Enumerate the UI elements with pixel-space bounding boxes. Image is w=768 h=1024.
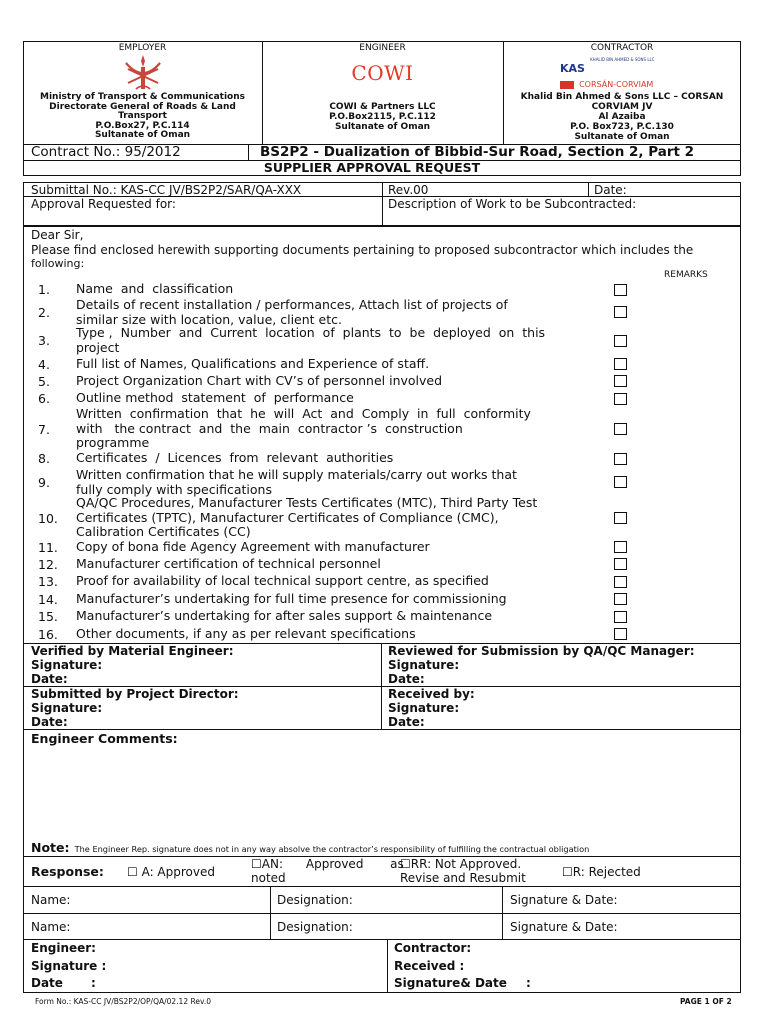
- remarks-checkbox[interactable]: [614, 358, 627, 370]
- engineer-comments-label: Engineer Comments:: [31, 731, 178, 746]
- remarks-checkbox[interactable]: [614, 423, 627, 435]
- signature-date-label: Signature & Date:: [510, 920, 618, 934]
- item-text-line: Certificates / Licences from relevant authorities: [76, 450, 394, 465]
- item-number: 14.: [38, 592, 58, 607]
- item-text: [76, 609, 556, 624]
- item-text: [76, 627, 556, 642]
- item-text-line: Manufacturer’s undertaking for full time presence for commissioning: [76, 591, 507, 606]
- submittal-date: Date:: [594, 183, 627, 197]
- submittal-vline-1: [382, 182, 383, 226]
- name-col-divider-2: [502, 886, 503, 940]
- cowi-logo: COWI: [351, 61, 414, 85]
- item-text-line: Project Organization Chart with CV’s of personnel involved: [76, 373, 443, 388]
- item-text-line: Calibration Certificates (CC): [76, 524, 251, 539]
- signature-label: Signature:: [31, 658, 103, 672]
- item-text: [76, 407, 556, 451]
- contractor-address: [503, 92, 741, 142]
- item-text-line: Manufacturer’s undertaking for after sales support & maintenance: [76, 608, 493, 623]
- salutation: Dear Sir,: [31, 228, 84, 242]
- response-an-line-2: noted: [251, 871, 286, 885]
- revision: Rev.00: [388, 183, 429, 197]
- response-rr-line-1: ☐RR: Not Approved.: [400, 857, 522, 871]
- item-number: 16.: [38, 627, 58, 642]
- contractor-label: CONTRACTOR: [590, 43, 654, 53]
- contractor-line: Sultanate of Oman: [574, 132, 670, 142]
- kas-logo-sub: KHALID BIN AHMED & SONS LLC: [590, 57, 655, 62]
- note-text: The Engineer Rep. signature does not in any way absolve the contractor’s responsibility of fulfilling the contractual obligation: [74, 844, 590, 854]
- date-label: Date:: [31, 672, 68, 686]
- employer-line: Directorate General of Roads & Land: [49, 101, 236, 112]
- remarks-checkbox[interactable]: [614, 375, 627, 387]
- project-title: BS2P2 - Dualization of Bibbid-Sur Road, Section 2, Part 2: [260, 144, 695, 160]
- work-description: Description of Work to be Subcontracted:: [388, 197, 637, 211]
- submittal-number: Submittal No.: KAS-CC JV/BS2P2/SAR/QA-XXX: [31, 183, 302, 197]
- item-text-line: programme: [76, 435, 150, 450]
- item-number: 8.: [38, 451, 50, 466]
- signature-label: Signature:: [388, 701, 460, 715]
- employer-line: P.O.Box27, P.C.114: [95, 120, 190, 131]
- response-approved-as-noted[interactable]: [251, 857, 404, 885]
- engineer-line: Sultanate of Oman: [334, 122, 431, 132]
- item-text: [76, 298, 556, 327]
- engineer-line: P.O.Box2115, P.C.112: [329, 112, 436, 122]
- remarks-checkbox[interactable]: [614, 512, 627, 524]
- item-number: 5.: [38, 374, 50, 389]
- remarks-checkbox[interactable]: [614, 611, 627, 623]
- item-text: [76, 357, 556, 372]
- remarks-checkbox[interactable]: [614, 628, 627, 640]
- submitted-by-block: [31, 687, 239, 729]
- employer-address: [23, 93, 262, 141]
- reviewed-by-block: [388, 644, 695, 686]
- verified-by-label: Verified by Material Engineer:: [31, 644, 234, 658]
- item-number: 6.: [38, 391, 50, 406]
- form-title: SUPPLIER APPROVAL REQUEST: [263, 160, 481, 175]
- response-not-approved[interactable]: [400, 857, 526, 885]
- item-text: [76, 451, 556, 466]
- response-an-line-1: ☐AN: Approved as: [251, 857, 404, 871]
- response-rejected[interactable]: ☐R: Rejected: [562, 865, 641, 879]
- item-text: [76, 374, 556, 389]
- final-date-label: Date: [31, 976, 63, 990]
- signature-divider-2: [381, 686, 382, 730]
- item-number: 12.: [38, 557, 58, 572]
- final-signoff: [23, 939, 741, 993]
- engineer-address: [262, 102, 503, 132]
- item-text-line: Manufacturer certification of technical personnel: [76, 556, 381, 571]
- signature-label: Signature:: [388, 658, 460, 672]
- kas-logo: [560, 57, 700, 75]
- name-label: Name:: [31, 920, 71, 934]
- response-rr-line-2: Revise and Resubmit: [400, 871, 526, 885]
- item-number: 7.: [38, 421, 50, 437]
- employer-line: Ministry of Transport & Communications: [40, 92, 245, 102]
- item-text-line: Name and classification: [76, 281, 234, 296]
- submittal-vline-2: [588, 182, 589, 196]
- item-text: [76, 326, 556, 355]
- final-date-row: [31, 975, 111, 993]
- item-number: 1.: [38, 282, 50, 297]
- verified-by-block: [31, 644, 234, 686]
- note-label: Note:: [31, 840, 70, 855]
- item-text-line: Written confirmation that he will supply materials/carry out works that: [76, 467, 517, 482]
- contractor-line: CORVIAM JV: [591, 102, 653, 112]
- letter-body-line-2: following:: [31, 257, 85, 270]
- item-number: 15.: [38, 609, 58, 624]
- employer-line: Sultanate of Oman: [94, 130, 191, 141]
- remarks-checkbox[interactable]: [614, 576, 627, 588]
- approval-requested: Approval Requested for:: [31, 197, 176, 211]
- item-text-line: Proof for availability of local technical support centre, as specified: [76, 573, 489, 588]
- item-text-line: Certificates (TPTC), Manufacturer Certificates of Compliance (CMC),: [76, 509, 499, 525]
- item-text-line: with the contract and the main contractor ’s construction: [76, 420, 463, 436]
- remarks-header: REMARKS: [664, 270, 708, 280]
- item-number: 9.: [38, 475, 50, 491]
- remarks-checkbox[interactable]: [614, 558, 627, 570]
- contractor-signoff: [394, 940, 544, 993]
- received-by-label: Received by:: [388, 687, 475, 701]
- designation-label: Designation:: [277, 893, 353, 907]
- engineer-signoff: [31, 940, 111, 993]
- name-col-divider-1: [270, 886, 271, 940]
- signature-date-label: Signature & Date:: [510, 893, 618, 907]
- item-number: 13.: [38, 574, 58, 589]
- signature-divider-1: [381, 643, 382, 687]
- name-row-divider: [23, 913, 741, 914]
- engineer-label: ENGINEER: [359, 43, 406, 53]
- final-engineer-label: Engineer:: [31, 941, 96, 955]
- remarks-checkbox[interactable]: [614, 453, 627, 465]
- item-text: [76, 540, 556, 555]
- signature-label: Signature:: [31, 701, 103, 715]
- note: [31, 837, 589, 856]
- final-sigdate-colon: :: [526, 976, 531, 990]
- received-by-block: [388, 687, 475, 729]
- name-label: Name:: [31, 893, 71, 907]
- contract-number: Contract No.: 95/2012: [31, 144, 181, 160]
- date-label: Date:: [388, 672, 425, 686]
- item-number: 2.: [38, 305, 50, 321]
- final-sigdate-label: Signature& Date: [394, 976, 507, 990]
- item-text: [76, 282, 556, 297]
- item-text: [76, 574, 556, 589]
- remarks-checkbox[interactable]: [614, 541, 627, 553]
- item-text-line: similar size with location, value, client etc.: [76, 311, 342, 327]
- remarks-checkbox[interactable]: [614, 284, 627, 296]
- date-label: Date:: [31, 715, 68, 729]
- item-text: [76, 468, 556, 497]
- item-text: [76, 496, 556, 540]
- item-text-line: Details of recent installation / performances, Attach list of projects of: [76, 297, 508, 312]
- item-text: [76, 592, 556, 607]
- form-number: Form No.: KAS-CC JV/BS2P2/OP/QA/02.12 Rev.0: [35, 997, 211, 1006]
- item-text: [76, 557, 556, 572]
- response-label: Response:: [31, 864, 104, 879]
- item-text-line: fully comply with specifications: [76, 481, 272, 497]
- remarks-checkbox[interactable]: [614, 306, 627, 318]
- item-text-line: Outline method statement of performance: [76, 390, 354, 405]
- remarks-checkbox[interactable]: [614, 335, 627, 347]
- final-received-label: Received :: [394, 958, 465, 973]
- response-approved[interactable]: ☐ A: Approved: [127, 865, 215, 879]
- corsan-logo-text: CORSÁN-CORVIAM: [579, 80, 654, 89]
- item-number: 4.: [38, 357, 50, 372]
- engineer-line: COWI & Partners LLC: [329, 102, 436, 112]
- kas-logo-text: KAS: [560, 62, 585, 75]
- contract-divider: [248, 144, 249, 161]
- item-text-line: QA/QC Procedures, Manufacturer Tests Certificates (MTC), Third Party Test: [76, 495, 538, 510]
- page-number: PAGE 1 OF 2: [680, 997, 732, 1006]
- remarks-checkbox[interactable]: [614, 593, 627, 605]
- item-text-line: Copy of bona fide Agency Agreement with manufacturer: [76, 539, 430, 554]
- item-text-line: Type , Number and Current location of plants to be deployed on this: [76, 325, 546, 340]
- oman-emblem-icon: [118, 53, 168, 93]
- final-contractor-label: Contractor:: [394, 941, 472, 955]
- reviewed-by-label: Reviewed for Submission by QA/QC Manager:: [388, 644, 695, 658]
- item-text-line: Other documents, if any as per relevant specifications: [76, 626, 416, 641]
- submitted-by-label: Submitted by Project Director:: [31, 687, 239, 701]
- final-date-colon: :: [91, 976, 96, 990]
- item-text-line: Written confirmation that he will Act and Comply in full conformity: [76, 406, 531, 421]
- item-text: [76, 391, 556, 406]
- final-signature-label: Signature :: [31, 958, 107, 973]
- corsan-mark-icon: [560, 81, 574, 89]
- final-sigdate-row: [394, 975, 544, 993]
- date-label: Date:: [388, 715, 425, 729]
- employer-line: Transport: [118, 111, 167, 122]
- item-text-line: Full list of Names, Qualifications and Experience of staff.: [76, 356, 430, 371]
- item-number: 3.: [38, 333, 50, 349]
- contractor-line: Khalid Bin Ahmed & Sons LLC – CORSAN: [520, 92, 724, 102]
- corsan-logo: [560, 74, 700, 89]
- contractor-line: Al Azaiba: [598, 112, 646, 122]
- item-text-line: project: [76, 339, 120, 355]
- contractor-line: P.O. Box723, P.C.130: [570, 122, 674, 132]
- employer-label: EMPLOYER: [118, 43, 167, 53]
- remarks-checkbox[interactable]: [614, 476, 627, 488]
- item-number: 11.: [38, 540, 58, 555]
- remarks-checkbox[interactable]: [614, 393, 627, 405]
- final-divider: [387, 939, 388, 993]
- letter-body-line-1: Please find enclosed herewith supporting documents pertaining to proposed subcontractor which includes the: [31, 243, 694, 257]
- item-number: 10.: [38, 510, 58, 526]
- designation-label: Designation:: [277, 920, 353, 934]
